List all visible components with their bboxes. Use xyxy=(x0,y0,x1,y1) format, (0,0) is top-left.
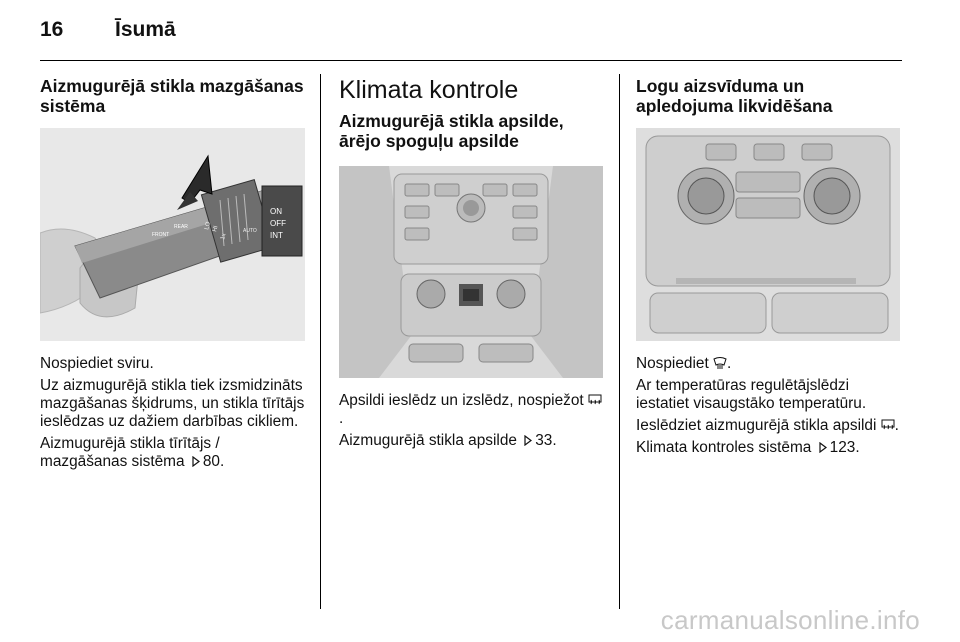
rear-washer-heading: Aizmugurējā stikla mazgāšanas sistēma xyxy=(40,76,304,116)
rear-washer-ref-text: Aizmugurējā stikla tīrītājs / mazgāšanas sistēma xyxy=(40,435,220,470)
header-rule xyxy=(40,60,902,61)
defrost-text-2: Ar temperatūras regulētājslēdzi iestatiet visaugstāko temperatūru. xyxy=(636,377,867,412)
lever-label-off: OFF xyxy=(270,219,286,228)
windscreen-defrost-icon xyxy=(713,357,727,369)
column-climate-control xyxy=(339,76,605,450)
rear-heating-text-2 xyxy=(339,432,605,450)
defrost-instruction: Nospiediet xyxy=(636,355,709,372)
climate-panel-illustration xyxy=(636,128,900,341)
defrost-text-3 xyxy=(636,417,904,435)
rear-washer-text-2: Uz aizmugurējā stikla tiek izsmidzināts mazgāšanas šķidrums, un stikla tīrītājs ieslēdzas uz dažiem darbības cikliem. xyxy=(40,377,305,430)
climate-system-page-ref: 123. xyxy=(829,439,860,456)
column-defrost xyxy=(636,76,904,457)
rear-heating-instruction: Apsildi ieslēdz un izslēdz, nospiežot xyxy=(339,392,584,409)
rear-window-heating-icon xyxy=(588,394,602,406)
defrost-text-4 xyxy=(636,439,904,457)
wiper-lever-illustration xyxy=(40,128,305,341)
defrost-heating-instruction: Ieslēdziet aizmugurējā stikla apsildi xyxy=(636,417,877,434)
defrost-heading: Logu aizsvīduma un apledojuma likvidēšana xyxy=(636,76,833,116)
lever-label-lo: LO xyxy=(204,221,213,231)
rear-heating-page-ref: 33. xyxy=(535,432,557,449)
rear-heating-subheading: Aizmugurējā stikla apsilde, ārējo spoguļu apsilde xyxy=(339,111,564,151)
lever-label-auto: AUTO xyxy=(243,228,257,234)
page-reference-arrow-icon xyxy=(524,435,532,446)
lever-label-rear: REAR xyxy=(174,224,188,230)
defrost-heating-period: . xyxy=(894,417,899,434)
rear-washer-page-ref: 80. xyxy=(202,453,225,470)
section-title: Īsumā xyxy=(115,18,176,41)
rear-heating-text-1 xyxy=(339,392,605,428)
rear-heating-period: . xyxy=(339,410,344,427)
center-console-illustration xyxy=(339,166,603,378)
lever-label-front: FRONT xyxy=(152,232,170,238)
lever-label-on: ON xyxy=(270,207,282,216)
page-reference-arrow-icon xyxy=(192,456,200,467)
column-divider-1 xyxy=(320,74,321,609)
lever-label-int: INT xyxy=(270,231,283,240)
page-reference-arrow-icon xyxy=(819,442,827,453)
lever-label-hi: HI xyxy=(212,225,220,233)
rear-washer-text-1: Nospiediet sviru. xyxy=(40,355,154,372)
column-rear-washer xyxy=(40,76,305,471)
page-number: 16 xyxy=(40,18,64,41)
rear-window-heating-icon xyxy=(881,419,895,431)
column-divider-2 xyxy=(619,74,620,609)
watermark: carmanualsonline.info xyxy=(660,605,920,635)
lever-label-1x: 1x xyxy=(220,232,228,241)
rear-washer-text-3 xyxy=(40,435,305,471)
climate-control-title: Klimata kontrole xyxy=(339,76,519,104)
defrost-text-1 xyxy=(636,355,904,373)
rear-heating-ref-text: Aizmugurējā stikla apsilde xyxy=(339,432,517,449)
climate-system-ref-text: Klimata kontroles sistēma xyxy=(636,439,812,456)
defrost-period: . xyxy=(727,355,732,372)
